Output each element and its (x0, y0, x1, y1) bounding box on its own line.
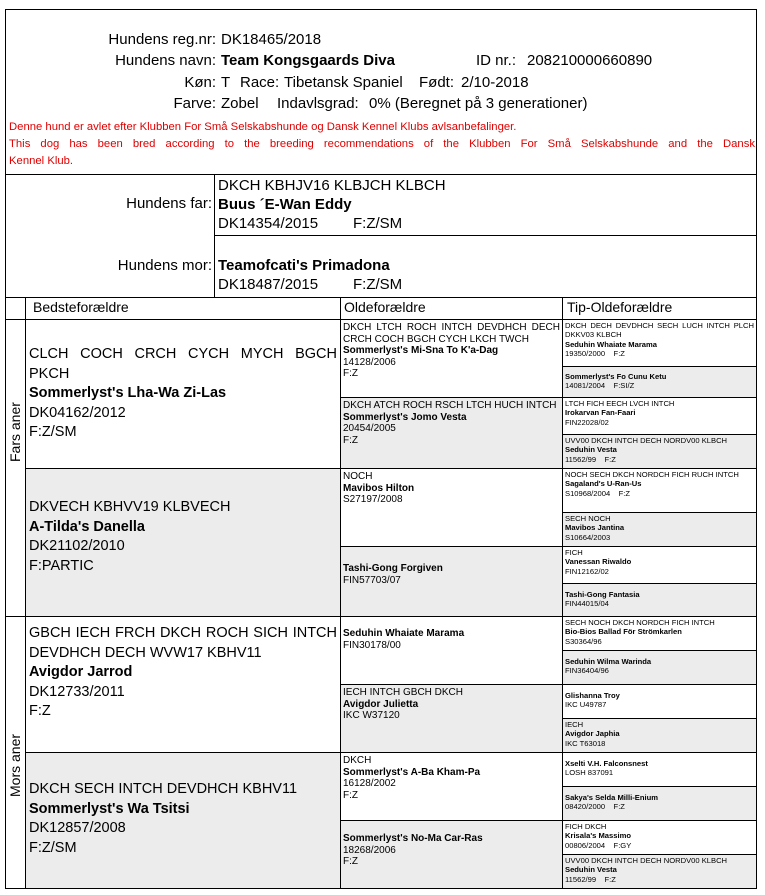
grandparent-info: F:Z/SM (29, 424, 77, 440)
great-grandparent-text (340, 470, 563, 545)
great-great-grandparent-name: Xselti V.H. Falconsnest (565, 759, 648, 768)
great-great-grandparent-titles: FICH (565, 548, 583, 557)
great-great-grandparent-reg: 08420/2000 F:Z (565, 802, 625, 812)
grandparent-titles: DKVECH KBHVV19 KLBVECH (29, 499, 231, 515)
mother-reg: DK18487/2015 (218, 276, 319, 293)
grandparent-name: Sommerlyst's Wa Tsitsi (29, 800, 190, 817)
great-great-grandparent-titles: SECH NOCH DKCH NORDCH FICH INTCH (565, 618, 715, 627)
great-grandparent-text (340, 399, 563, 467)
great-great-grandparent-name: Avigdor Japhia (565, 729, 620, 739)
great-great-grandparent-text (562, 855, 757, 888)
grandparent-reg: DK12857/2008 (29, 820, 126, 836)
great-grandparent-reg: 16128/2002 (343, 778, 396, 789)
great-grandparent-titles: DKCH (343, 755, 372, 766)
father-info: F:Z/SM (353, 215, 403, 232)
great-great-grandparent-reg: FIN12162/02 (565, 566, 609, 576)
great-great-grandparent-text (562, 690, 757, 718)
great-great-grandparent-titles: UVV00 DKCH INTCH DECH NORDV00 KLBCH (565, 436, 728, 445)
notice-line-1: Denne hund er avlet efter Klubben For Små Selskabshunde og Dansk Kennel Klubs avlsanbefalinger. (9, 121, 517, 133)
great-grandparent-reg: IKC W37120 (343, 710, 400, 721)
great-great-grandparent-reg: 11562/99 F:Z (565, 454, 616, 464)
great-great-grandparent-titles: DKCH DECH DEVDHCH SECH LUCH INTCH PLCH DKKV03 KLBCH (565, 321, 754, 340)
great-great-grandparent-reg: IKC U49787 (565, 700, 607, 710)
great-great-grandparent-text (562, 792, 757, 820)
grandparent-titles: CLCH COCH CRCH CYCH MYCH BGCH PKCH (29, 346, 337, 382)
great-great-grandparent-name: Mavibos Jantina (565, 523, 625, 533)
grandparent-info: F:Z/SM (29, 839, 77, 856)
great-great-grandparent-reg: S30364/96 (565, 636, 602, 646)
great-great-grandparent-name: Sakya's Selda Milli-Enium (565, 793, 658, 802)
race-label: Race: (240, 74, 280, 91)
great-great-grandparent-name: Bio-Bios Ballad För Strömkarlen (565, 627, 682, 637)
great-grandparent-info: F:Z (343, 368, 358, 379)
great-great-grandparent-titles: SECH NOCH (565, 514, 611, 523)
grandparent-text (25, 624, 341, 722)
father-label: Hundens far: (126, 195, 212, 212)
id-label: ID nr.: (476, 52, 517, 69)
father-titles: DKCH KBHJV16 KLBJCH KLBCH (218, 177, 446, 194)
great-great-grandparent-reg: FIN36404/96 (565, 666, 609, 676)
great-great-grandparent-text (562, 469, 757, 512)
great-grandparent-name: Tashi-Gong Forgiven (343, 563, 443, 574)
great-great-grandparent-titles: NOCH SECH DKCH NORDCH FICH RUCH INTCH (565, 470, 739, 479)
great-great-grandparent-reg: S10664/2003 (565, 532, 611, 542)
grandparent-text (25, 498, 341, 576)
mother-info: F:Z/SM (353, 276, 403, 293)
great-grandparent-text (340, 754, 563, 819)
great-grandparent-name: Sommerlyst's No-Ma Car-Ras (343, 833, 483, 844)
father-reg: DK14354/2015 (218, 215, 319, 232)
father-name: Buus ´E-Wan Eddy (218, 196, 352, 213)
grandparent-text (25, 780, 341, 858)
great-great-grandparent-text (562, 589, 757, 616)
great-great-grandparent-name: Krisala's Massimo (565, 831, 631, 841)
great-great-grandparent-reg: FIN22028/02 (565, 417, 609, 427)
mors-aner-label: Mors aner (7, 733, 23, 797)
great-grandparent-name: Sommerlyst's A-Ba Kham-Pa (343, 766, 481, 778)
fars-aner-label: Fars aner (7, 402, 23, 462)
name-label: Hundens navn: (115, 52, 216, 69)
great-great-grandparent-reg: LOSH 837091 (565, 768, 614, 778)
grandparent-titles: GBCH IECH FRCH DKCH ROCH SICH INTCH DEVDHCH DECH WVW17 KBHV11 (29, 625, 337, 661)
great-grandparent-reg: 18268/2006 (343, 844, 396, 856)
great-great-grandparent-text (562, 320, 757, 366)
great-grandparent-info: F:Z (343, 856, 358, 867)
great-grandparent-titles: DKCH LTCH ROCH INTCH DEVDHCH DECH CRCH COCH BGCH CYCH LKCH TWCH (343, 322, 560, 345)
great-great-grandparent-titles: FICH DKCH (565, 822, 607, 831)
grandparent-reg: DK21102/2010 (29, 538, 125, 554)
great-great-grandparent-name: Sagaland's U-Ran-Us (565, 479, 642, 489)
great-great-grandparent-text (562, 821, 757, 854)
great-great-grandparent-name: Vanessan Riwaldo (565, 557, 632, 567)
great-grandparent-text (340, 562, 563, 615)
color-value: Zobel (221, 95, 259, 112)
great-great-grandparent-name: Seduhin Vesta (565, 445, 617, 455)
col-greatgreat-label: Tip-Oldeforældre (567, 299, 673, 315)
great-great-grandparent-reg: 11562/99 F:Z (565, 874, 616, 884)
great-great-grandparent-text (562, 371, 757, 397)
great-great-grandparent-text (562, 656, 757, 684)
sex-label: Køn: (184, 74, 216, 91)
great-great-grandparent-name: Seduhin Whaiate Marama (565, 339, 657, 349)
great-grandparent-reg: 14128/2006 (343, 356, 396, 368)
great-grandparent-reg: S27197/2008 (343, 494, 403, 505)
great-grandparent-reg: 20454/2005 (343, 423, 396, 434)
col-great-label: Oldeforældre (344, 299, 426, 315)
great-great-grandparent-reg: IKC T63018 (565, 738, 606, 748)
great-great-grandparent-name: Sommerlyst's Fo Cunu Ketu (565, 372, 667, 381)
great-grandparent-name: Seduhin Whaiate Marama (343, 628, 465, 639)
great-great-grandparent-text (562, 435, 757, 468)
race-value: Tibetansk Spaniel (284, 74, 403, 91)
great-grandparent-name: Sommerlyst's Jomo Vesta (343, 411, 467, 423)
great-great-grandparent-name: Tashi-Gong Fantasia (565, 590, 640, 599)
great-grandparent-info: F:Z (343, 789, 358, 801)
born-label: Født: (419, 74, 455, 91)
great-grandparent-reg: FIN30178/00 (343, 639, 401, 651)
reg-label: Hundens reg.nr: (108, 31, 216, 48)
great-grandparent-text (340, 686, 563, 751)
great-great-grandparent-text (562, 513, 757, 546)
mother-name: Teamofcati's Primadona (218, 257, 390, 274)
great-grandparent-name: Avigdor Julietta (343, 698, 419, 710)
great-great-grandparent-reg: 00806/2004 F:GY (565, 840, 632, 850)
grandparent-reg: DK04162/2012 (29, 404, 126, 421)
grandparent-info: F:Z (29, 703, 51, 719)
great-grandparent-titles: IECH INTCH GBCH DKCH (343, 687, 464, 698)
great-grandparent-text (340, 832, 563, 887)
great-great-grandparent-titles: LTCH FICH EECH LVCH INTCH (565, 399, 675, 408)
great-grandparent-titles: NOCH (343, 471, 373, 482)
notice-line-3: Kennel Klub. (9, 155, 74, 167)
great-great-grandparent-titles: IECH (565, 720, 584, 729)
id-value: 208210000660890 (527, 52, 653, 69)
great-great-grandparent-name: Seduhin Vesta (565, 865, 617, 875)
grandparent-reg: DK12733/2011 (29, 683, 125, 700)
great-grandparent-reg: FIN57703/07 (343, 574, 401, 586)
notice-line-2: This dog has been bred according to the breeding recommendations of the Klubben For Små Selskabshunde and the Dansk (9, 138, 755, 150)
great-great-grandparent-text (562, 547, 757, 583)
great-grandparent-text (340, 321, 563, 396)
great-great-grandparent-text (562, 719, 757, 752)
great-great-grandparent-name: Seduhin Wilma Warinda (565, 657, 652, 666)
great-great-grandparent-name: Irokarvan Fan-Faari (565, 408, 636, 418)
dog-name: Team Kongsgaards Diva (221, 52, 395, 69)
inbreeding-label: Indavlsgrad: (277, 95, 359, 112)
reg-value: DK18465/2018 (221, 31, 322, 48)
great-great-grandparent-text (562, 398, 757, 434)
great-great-grandparent-reg: FIN44015/04 (565, 599, 609, 609)
great-great-grandparent-reg: 19350/2000 F:Z (565, 348, 625, 358)
great-great-grandparent-reg: S10968/2004 F:Z (565, 488, 631, 498)
col-grandparents-label: Bedsteforældre (33, 299, 129, 315)
fars-side (5, 319, 26, 617)
grandparent-name: A-Tilda's Danella (29, 518, 145, 535)
great-great-grandparent-titles: UVV00 DKCH INTCH DECH NORDV00 KLBCH (565, 856, 728, 865)
grandparent-titles: DKCH SECH INTCH DEVDHCH KBHV11 (29, 781, 298, 797)
great-great-grandparent-name: Glishanna Troy (565, 691, 620, 700)
great-grandparent-info: F:Z (343, 434, 358, 446)
grandparent-name: Avigdor Jarrod (29, 664, 133, 680)
great-great-grandparent-text (562, 758, 757, 786)
great-grandparent-name: Sommerlyst's Mi-Sna To K'a-Dag (343, 345, 499, 356)
sex-value: T (221, 74, 231, 91)
color-label: Farve: (173, 95, 216, 112)
great-grandparent-text (340, 627, 563, 683)
grandparent-info: F:PARTIC (29, 557, 94, 574)
mother-label: Hundens mor: (117, 257, 212, 274)
born-value: 2/10-2018 (461, 74, 529, 91)
great-great-grandparent-text (562, 617, 757, 650)
grandparent-name: Sommerlyst's Lha-Wa Zi-Las (29, 385, 227, 401)
great-grandparent-titles: DKCH ATCH ROCH RSCH LTCH HUCH INTCH (343, 400, 557, 411)
great-great-grandparent-reg: 14081/2004 F:SI/Z (565, 381, 635, 391)
grandparent-text (25, 345, 341, 443)
inbreeding-value: 0% (Beregnet på 3 generationer) (369, 95, 588, 112)
great-grandparent-name: Mavibos Hilton (343, 482, 415, 494)
